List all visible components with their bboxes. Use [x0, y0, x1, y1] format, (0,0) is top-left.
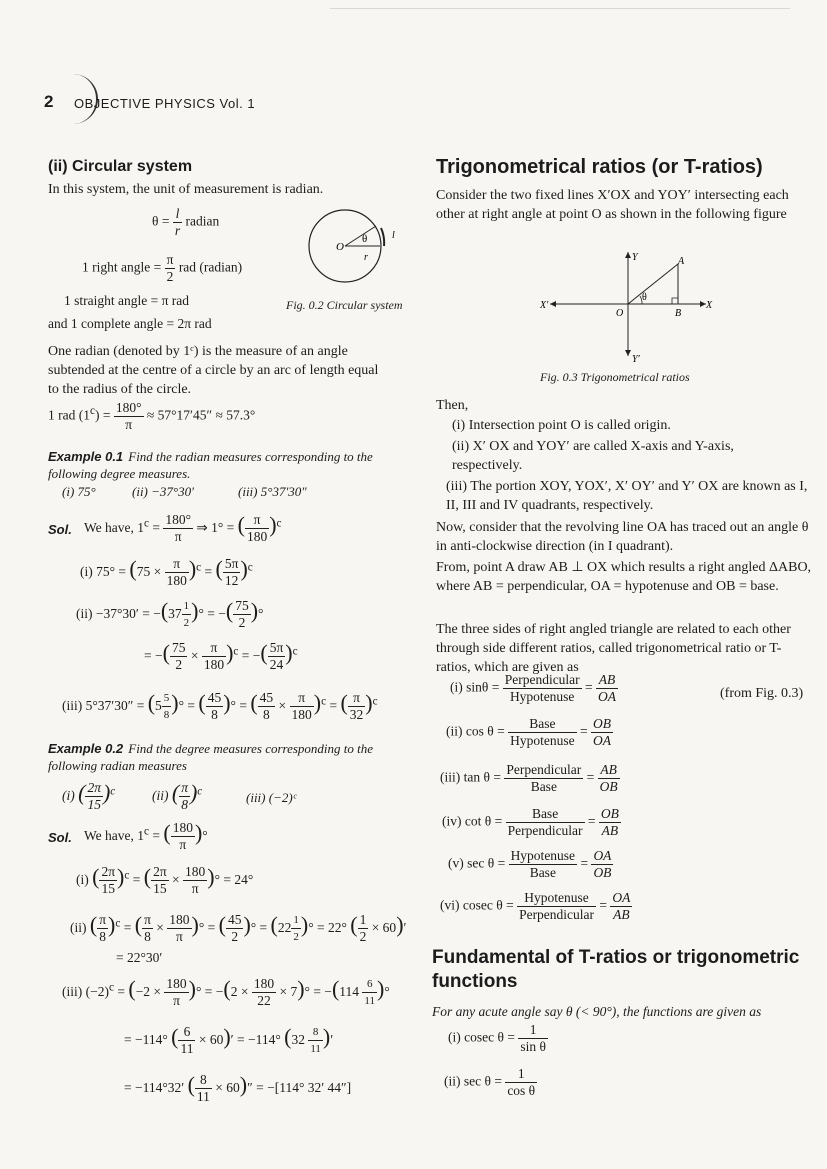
top-rule — [330, 8, 790, 9]
line-oa — [628, 264, 678, 304]
svg-text:Y′: Y′ — [632, 354, 640, 365]
list-item-2: (ii) X′ OX and YOY′ are called X-axis and Y-axis, respectively. — [452, 439, 734, 473]
example-0-1 — [48, 448, 408, 482]
complete-angle-eq: and 1 complete angle = 2π rad — [48, 316, 212, 331]
example-label: Example 0.1 — [48, 449, 124, 464]
ex2-sol-line-4: = 22°30′ — [116, 950, 163, 965]
ex1-sol-line-4: = −( $\frac{75}{2}$ × $\frac{\pi}{180}$ )$^c$ = −( $\frac{5\pi}{24}$ )$^c$ — [144, 640, 298, 673]
ex1-sol-line-2: (i) 75° = (75 × $\frac{\pi}{180}$ )$^c$ = ( $\frac{5\pi}{12}$ )$^c$ — [80, 556, 253, 589]
ratio-cosec: (vi) cosec θ = $\frac{\text{Hypotenuse}}{\text{Perpendicular}}$ = $\frac{OA}{AB}$ — [440, 890, 631, 922]
list-item-1: (i) Intersection point O is called origin. — [452, 418, 671, 433]
ex2-item-1: (i) ( $\frac{2\pi}{15}$ )$^c$ — [62, 780, 116, 813]
ex1-sol-line-3: (ii) −37°30′ = −(37 $\frac{1}{2}$ )° = −( $\frac{75}{2}$ )° — [76, 598, 264, 631]
ex2-sol-line-5: (iii) $(-2)^c = (-2$ × $\frac{180}{\pi}$ )° = −(2 × $\frac{180}{22}$ × 7)° = −(114 $\frac{6}{11}$ )° — [62, 976, 390, 1009]
ex2-item-2: (ii) ( $\frac{\pi}{8}$ )$^c$ — [152, 780, 203, 813]
frac-den: r — [174, 223, 181, 238]
radius-line-2 — [345, 226, 376, 246]
svg-text:A: A — [678, 256, 685, 267]
svg-text:O: O — [336, 241, 344, 253]
theta-equation: θ = $\frac{l}{r}$ radian — [152, 206, 220, 238]
from-fig-note: (from Fig. 0.3) — [720, 686, 804, 701]
svg-text:O: O — [616, 308, 624, 319]
ex2-sol-line-3: (ii) ( $\frac{\pi}{8}$ )$^c$ = ( $\frac{\pi}{8}$ × $\frac{180}{\pi}$ )° = ( $\frac{45}{2}$ )° = (22 $\frac{1}{2}$ )° = 22° ( $\frac{1}{2}$ × 60)′ — [70, 912, 407, 945]
ratio-cot: (iv) cot θ = $\frac{\text{Base}}{\text{Perpendicular}}$ = $\frac{OB}{AB}$ — [442, 806, 619, 838]
fund-cosec: (i) cosec θ = $\frac{1}{\text{sin θ}}$ — [448, 1022, 546, 1054]
list-item-3: (iii) The portion XOY, YOX′, X′ OY′ and Y′ OX are known as I, II, III and IV quadrants, respectively. — [446, 479, 808, 513]
ratio-cos: (ii) cos θ = $\frac{\text{Base}}{\text{Hypotenuse}}$ = $\frac{OB}{OA}$ — [446, 716, 611, 748]
ex1-item-3: (iii) 5°37′30″ — [238, 484, 307, 499]
rad-value-eq: 1 rad $(1^c)$ = $\frac{180^\circ}{\pi}$ ≈ 57°17′45″ ≈ 57.3° — [48, 400, 256, 432]
intro-text: In this system, the unit of measurement is radian. — [48, 182, 324, 197]
para-right-triangle: From, point A draw AB ⊥ OX which results a right angled ΔABO, where AB = perpendicular, OA = hypotenuse and OB = base. — [436, 560, 812, 594]
svg-text:θ: θ — [642, 292, 647, 303]
acute-angle-text: For any acute angle say θ (< 90°), the functions are given as — [432, 1004, 762, 1019]
ex1-item-2: (ii) −37°30′ — [132, 484, 194, 499]
example-0-2 — [48, 740, 408, 774]
ex2-sol-line-7: = −114°32′ ( $\frac{8}{11}$ × 60)″ = −[114° 32′ 44″] — [124, 1072, 352, 1105]
fig-0-3-caption: Fig. 0.3 Trigonometrical ratios — [540, 370, 690, 384]
para-revolving-line: Now, consider that the revolving line OA has traced out an angle θ in anti-clockwise direction (in I quadrant). — [436, 520, 809, 554]
para-ratios: The three sides of right angled triangle are related to each other through side different ratios, called trigonometrical ratio or T-ratios, which are given as — [436, 622, 791, 675]
svg-text:l: l — [392, 230, 395, 241]
fund-sec: (ii) sec θ = $\frac{1}{\text{cos θ}}$ — [444, 1066, 536, 1098]
ratio-tan: (iii) tan θ = $\frac{\text{Perpendicular}}{\text{Base}}$ = $\frac{AB}{OB}$ — [440, 762, 618, 794]
heading-fundamental: Fundamental of T-ratios or trigonometric functions — [432, 947, 800, 992]
svg-text:r: r — [364, 252, 368, 263]
ex2-sol-line-2: (i) ( $\frac{2\pi}{15}$ )$^c$ = ( $\frac{2\pi}{15}$ × $\frac{180}{\pi}$ )° = 24° — [76, 864, 254, 897]
ratio-sec: (v) sec θ = $\frac{\text{Hypotenuse}}{\text{Base}}$ = $\frac{OA}{OB}$ — [448, 848, 612, 880]
svg-text:θ: θ — [362, 233, 368, 245]
heading-trig-ratios: Trigonometrical ratios (or T-ratios) — [436, 156, 763, 178]
sol-label-2: Sol. — [48, 830, 72, 845]
right-angle-eq: 1 right angle = $\frac{\pi}{2}$ rad (radian) — [82, 252, 243, 284]
svg-text:B: B — [675, 308, 682, 319]
svg-text:Y: Y — [632, 252, 638, 263]
heading-circular-system: (ii) Circular system — [48, 158, 193, 175]
frac-num: l — [173, 206, 182, 223]
example-text: Find the radian measures corresponding to the following degree measures. — [48, 449, 373, 481]
radian-definition: One radian (denoted by 1ᶜ) is the measure of an angle subtended at the centre of a circle by an arc of length equal to the radius of the circle. — [48, 344, 379, 397]
running-title: OBJECTIVE PHYSICS Vol. 1 — [74, 96, 256, 111]
svg-text:X′: X′ — [540, 300, 549, 311]
ex2-sol-line-1: We have, $1^c$ = ( $\frac{180}{\pi}$ )° — [84, 820, 208, 853]
straight-angle-eq: 1 straight angle = π rad — [64, 293, 190, 308]
svg-text:X: X — [706, 300, 713, 311]
ex1-sol-line-1: We have, $1^c$ = $\frac{180^\circ}{\pi}$ ⇒ 1° = ( $\frac{\pi}{180}$ )$^c$ — [84, 512, 282, 545]
example-text-2: Find the degree measures corresponding to the following radian measures — [48, 741, 374, 773]
ex2-item-3: (iii) (−2)ᶜ — [246, 790, 297, 805]
ex2-sol-line-6: = −114° ( $\frac{6}{11}$ × 60)′ = −114° (32 $\frac{8}{11}$ )′ — [124, 1024, 334, 1057]
ex1-sol-line-5: (iii) 5°37′30″ = (5 $\frac{5}{8}$ )° = ( $\frac{45}{8}$ )° = ( $\frac{45}{8}$ × $\frac{\pi}{180}$ )$^c$ = ( $\frac{\pi}{32}$ )$^c$ — [62, 690, 378, 723]
page-number: 2 — [44, 92, 54, 111]
trig-ratios-figure — [530, 248, 730, 368]
example-label-2: Example 0.2 — [48, 741, 124, 756]
sol-label: Sol. — [48, 522, 72, 537]
then-text: Then, — [436, 398, 469, 413]
ratio-sin: (i) sinθ = $\frac{\text{Perpendicular}}{\text{Hypotenuse}}$ = $\frac{AB}{OA}$ — [450, 672, 617, 704]
ex1-item-1: (i) 75° — [62, 484, 96, 499]
fig-0-2-caption: Fig. 0.2 Circular system — [286, 298, 403, 312]
circular-system-figure — [300, 208, 410, 298]
trig-intro: Consider the two fixed lines X′OX and YOY′ intersecting each other at right angle at point O as shown in the following figure — [436, 188, 789, 222]
